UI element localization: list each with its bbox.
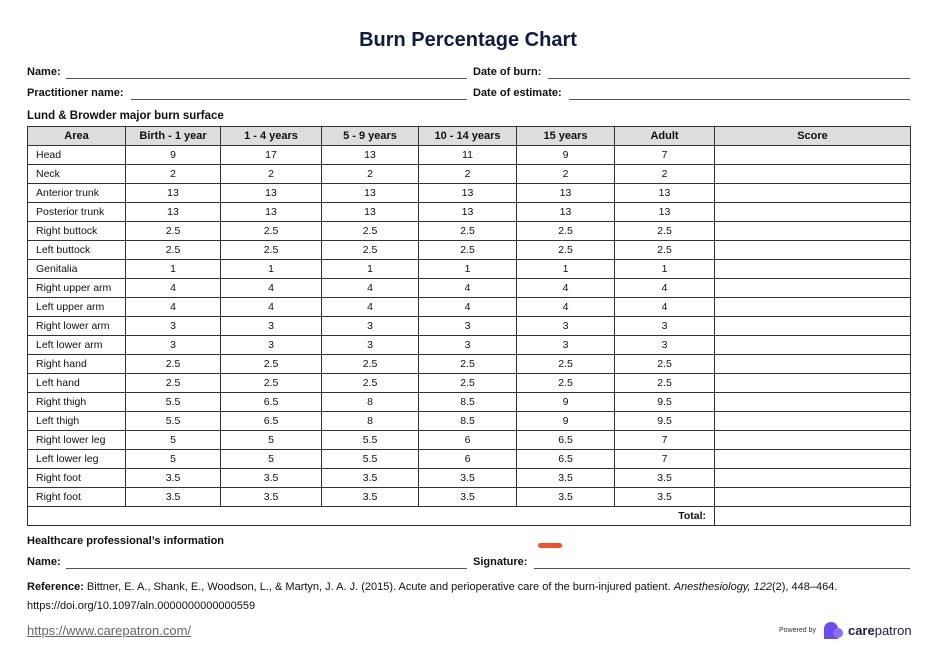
- percent-cell: 8.5: [419, 393, 517, 412]
- percent-cell: 2.5: [126, 374, 221, 393]
- score-cell[interactable]: [715, 450, 911, 469]
- reference-issue: (2), 448–464.: [771, 581, 838, 593]
- percent-cell: 4: [517, 279, 615, 298]
- percent-cell: 4: [615, 298, 715, 317]
- percent-cell: 2: [126, 165, 221, 184]
- percent-cell: 13: [221, 184, 322, 203]
- percent-cell: 2: [419, 165, 517, 184]
- percent-cell: 2: [322, 165, 419, 184]
- percent-cell: 5.5: [322, 450, 419, 469]
- area-cell: Left hand: [28, 374, 126, 393]
- total-score-cell[interactable]: [715, 507, 911, 526]
- score-cell[interactable]: [715, 336, 911, 355]
- table-row: [28, 431, 911, 450]
- badge-icon: [538, 543, 562, 548]
- percent-cell: 1: [322, 260, 419, 279]
- percent-cell: 3: [322, 317, 419, 336]
- column-header: 5 - 9 years: [322, 127, 419, 146]
- percent-cell: 13: [221, 203, 322, 222]
- percent-cell: 2.5: [221, 355, 322, 374]
- website-link[interactable]: https://www.carepatron.com/: [27, 623, 192, 638]
- column-header: Adult: [615, 127, 715, 146]
- area-cell: Right hand: [28, 355, 126, 374]
- score-cell[interactable]: [715, 146, 911, 165]
- percent-cell: 2.5: [517, 222, 615, 241]
- percent-cell: 2.5: [615, 222, 715, 241]
- table-row: [28, 279, 911, 298]
- score-cell[interactable]: [715, 393, 911, 412]
- percent-cell: 5: [221, 431, 322, 450]
- percent-cell: 6: [419, 431, 517, 450]
- area-cell: Left lower arm: [28, 336, 126, 355]
- percent-cell: 2.5: [419, 222, 517, 241]
- date-of-burn-label: Date of burn:: [473, 66, 542, 78]
- percent-cell: 5.5: [126, 412, 221, 431]
- percent-cell: 6.5: [221, 393, 322, 412]
- percent-cell: 9: [517, 146, 615, 165]
- percent-cell: 3.5: [322, 469, 419, 488]
- table-row: [28, 260, 911, 279]
- percent-cell: 1: [221, 260, 322, 279]
- score-cell[interactable]: [715, 260, 911, 279]
- area-cell: Left thigh: [28, 412, 126, 431]
- percent-cell: 4: [419, 298, 517, 317]
- percent-cell: 5.5: [322, 431, 419, 450]
- column-header: 1 - 4 years: [221, 127, 322, 146]
- burn-table: [27, 126, 911, 526]
- percent-cell: 9: [517, 393, 615, 412]
- area-cell: Right thigh: [28, 393, 126, 412]
- percent-cell: 2.5: [126, 222, 221, 241]
- percent-cell: 3: [517, 317, 615, 336]
- area-cell: Right upper arm: [28, 279, 126, 298]
- percent-cell: 2.5: [322, 222, 419, 241]
- percent-cell: 4: [126, 279, 221, 298]
- name-label: Name:: [27, 66, 61, 78]
- percent-cell: 4: [419, 279, 517, 298]
- score-cell[interactable]: [715, 374, 911, 393]
- percent-cell: 9: [517, 412, 615, 431]
- score-cell[interactable]: [715, 317, 911, 336]
- percent-cell: 9: [126, 146, 221, 165]
- percent-cell: 2.5: [126, 241, 221, 260]
- percent-cell: 1: [517, 260, 615, 279]
- percent-cell: 3.5: [517, 488, 615, 507]
- percent-cell: 11: [419, 146, 517, 165]
- area-cell: Right buttock: [28, 222, 126, 241]
- area-cell: Left lower leg: [28, 450, 126, 469]
- percent-cell: 3: [322, 336, 419, 355]
- percent-cell: 2.5: [419, 374, 517, 393]
- percent-cell: 3.5: [126, 469, 221, 488]
- total-label: Total:: [28, 507, 715, 526]
- area-cell: Left upper arm: [28, 298, 126, 317]
- percent-cell: 3: [126, 317, 221, 336]
- score-cell[interactable]: [715, 241, 911, 260]
- reference: [27, 578, 917, 616]
- percent-cell: 17: [221, 146, 322, 165]
- percent-cell: 4: [517, 298, 615, 317]
- percent-cell: 3: [615, 317, 715, 336]
- percent-cell: 8: [322, 393, 419, 412]
- percent-cell: 2: [517, 165, 615, 184]
- table-row: [28, 355, 911, 374]
- column-header: Score: [715, 127, 911, 146]
- score-cell[interactable]: [715, 412, 911, 431]
- percent-cell: 13: [322, 203, 419, 222]
- percent-cell: 2.5: [615, 355, 715, 374]
- area-cell: Left buttock: [28, 241, 126, 260]
- table-row: [28, 412, 911, 431]
- percent-cell: 6.5: [517, 431, 615, 450]
- table-row: [28, 298, 911, 317]
- percent-cell: 3: [221, 336, 322, 355]
- percent-cell: 3: [419, 336, 517, 355]
- percent-cell: 6.5: [221, 412, 322, 431]
- percent-cell: 13: [615, 203, 715, 222]
- percent-cell: 4: [221, 279, 322, 298]
- percent-cell: 9.5: [615, 412, 715, 431]
- carepatron-logo: [779, 621, 912, 639]
- table-row: [28, 222, 911, 241]
- area-cell: Right lower arm: [28, 317, 126, 336]
- percent-cell: 3.5: [221, 488, 322, 507]
- percent-cell: 2.5: [517, 374, 615, 393]
- percent-cell: 3: [126, 336, 221, 355]
- percent-cell: 2: [615, 165, 715, 184]
- score-cell[interactable]: [715, 469, 911, 488]
- page-title: Burn Percentage Chart: [359, 29, 577, 51]
- score-cell[interactable]: [715, 488, 911, 507]
- percent-cell: 2.5: [322, 355, 419, 374]
- percent-cell: 13: [517, 184, 615, 203]
- percent-cell: 13: [322, 146, 419, 165]
- score-cell[interactable]: [715, 165, 911, 184]
- table-row: [28, 393, 911, 412]
- percent-cell: 3: [221, 317, 322, 336]
- area-cell: Head: [28, 146, 126, 165]
- percent-cell: 2.5: [221, 374, 322, 393]
- brand-care: care: [847, 622, 875, 638]
- percent-cell: 9.5: [615, 393, 715, 412]
- brand-patron: patron: [874, 622, 912, 638]
- table-row: [28, 450, 911, 469]
- percent-cell: 3: [419, 317, 517, 336]
- name-field[interactable]: [66, 78, 467, 79]
- percent-cell: 5: [221, 450, 322, 469]
- percent-cell: 2.5: [419, 241, 517, 260]
- table-row: [28, 317, 911, 336]
- table-row: [28, 184, 911, 203]
- hcp-heading: Healthcare professional’s information: [27, 535, 225, 547]
- percent-cell: 3.5: [126, 488, 221, 507]
- percent-cell: 13: [126, 203, 221, 222]
- score-cell[interactable]: [715, 203, 911, 222]
- percent-cell: 13: [322, 184, 419, 203]
- percent-cell: 8.5: [419, 412, 517, 431]
- column-header: 15 years: [517, 127, 615, 146]
- reference-label: Reference:: [27, 581, 84, 593]
- percent-cell: 2.5: [615, 374, 715, 393]
- percent-cell: 2.5: [419, 355, 517, 374]
- percent-cell: 4: [126, 298, 221, 317]
- area-cell: Right lower leg: [28, 431, 126, 450]
- percent-cell: 3.5: [615, 469, 715, 488]
- area-cell: Right foot: [28, 469, 126, 488]
- percent-cell: 1: [419, 260, 517, 279]
- score-cell[interactable]: [715, 184, 911, 203]
- area-cell: Posterior trunk: [28, 203, 126, 222]
- percent-cell: 3: [517, 336, 615, 355]
- percent-cell: 2: [221, 165, 322, 184]
- column-header: Birth - 1 year: [126, 127, 221, 146]
- percent-cell: 13: [126, 184, 221, 203]
- reference-text: Bittner, E. A., Shank, E., Woodson, L., & Martyn, J. A. J. (2015). Acute and perioperative care of the burn-injured patient.: [83, 581, 674, 593]
- section-heading: Lund & Browder major burn surface: [27, 110, 224, 122]
- percent-cell: 2.5: [322, 374, 419, 393]
- table-row: [28, 203, 911, 222]
- score-cell[interactable]: [715, 355, 911, 374]
- percent-cell: 6.5: [517, 450, 615, 469]
- hcp-name-field[interactable]: [66, 568, 467, 569]
- practitioner-label: Practitioner name:: [27, 87, 124, 99]
- percent-cell: 13: [615, 184, 715, 203]
- total-row: [28, 507, 911, 526]
- percent-cell: 8: [322, 412, 419, 431]
- score-cell[interactable]: [715, 298, 911, 317]
- percent-cell: 1: [126, 260, 221, 279]
- percent-cell: 7: [615, 431, 715, 450]
- score-cell[interactable]: [715, 431, 911, 450]
- percent-cell: 13: [419, 184, 517, 203]
- percent-cell: 5.5: [126, 393, 221, 412]
- percent-cell: 5: [126, 431, 221, 450]
- score-cell[interactable]: [715, 279, 911, 298]
- percent-cell: 3.5: [615, 488, 715, 507]
- area-cell: Right foot: [28, 488, 126, 507]
- percent-cell: 2.5: [517, 241, 615, 260]
- percent-cell: 13: [419, 203, 517, 222]
- hcp-name-label: Name:: [27, 556, 61, 568]
- column-header: Area: [28, 127, 126, 146]
- percent-cell: 2.5: [517, 355, 615, 374]
- percent-cell: 2.5: [322, 241, 419, 260]
- percent-cell: 3.5: [322, 488, 419, 507]
- date-of-burn-field[interactable]: [548, 78, 910, 79]
- powered-by: Powered by: [779, 626, 816, 634]
- percent-cell: 2.5: [126, 355, 221, 374]
- reference-journal: Anesthesiology, 122: [673, 581, 772, 593]
- table-row: [28, 165, 911, 184]
- date-of-estimate-label: Date of estimate:: [473, 87, 562, 99]
- percent-cell: 4: [615, 279, 715, 298]
- percent-cell: 2.5: [615, 241, 715, 260]
- date-of-estimate-field[interactable]: [569, 99, 910, 100]
- percent-cell: 3: [615, 336, 715, 355]
- table-row: [28, 374, 911, 393]
- percent-cell: 3.5: [221, 469, 322, 488]
- area-cell: Genitalia: [28, 260, 126, 279]
- table-row: [28, 241, 911, 260]
- table-row: [28, 469, 911, 488]
- percent-cell: 7: [615, 146, 715, 165]
- percent-cell: 6: [419, 450, 517, 469]
- score-cell[interactable]: [715, 222, 911, 241]
- percent-cell: 13: [517, 203, 615, 222]
- percent-cell: 4: [221, 298, 322, 317]
- percent-cell: 2.5: [221, 222, 322, 241]
- percent-cell: 3.5: [419, 469, 517, 488]
- column-header: 10 - 14 years: [419, 127, 517, 146]
- percent-cell: 7: [615, 450, 715, 469]
- percent-cell: 3.5: [517, 469, 615, 488]
- table-row: [28, 146, 911, 165]
- table-row: [28, 336, 911, 355]
- practitioner-field[interactable]: [131, 99, 467, 100]
- percent-cell: 2.5: [221, 241, 322, 260]
- area-cell: Anterior trunk: [28, 184, 126, 203]
- percent-cell: 5: [126, 450, 221, 469]
- signature-field[interactable]: [534, 568, 910, 569]
- percent-cell: 1: [615, 260, 715, 279]
- doi-link[interactable]: https://doi.org/10.1097/aln.0000000000000559: [27, 600, 256, 612]
- percent-cell: 4: [322, 279, 419, 298]
- percent-cell: 3.5: [419, 488, 517, 507]
- signature-label: Signature:: [473, 556, 528, 568]
- percent-cell: 4: [322, 298, 419, 317]
- area-cell: Neck: [28, 165, 126, 184]
- table-row: [28, 488, 911, 507]
- carepatron-logo-icon: [821, 621, 843, 639]
